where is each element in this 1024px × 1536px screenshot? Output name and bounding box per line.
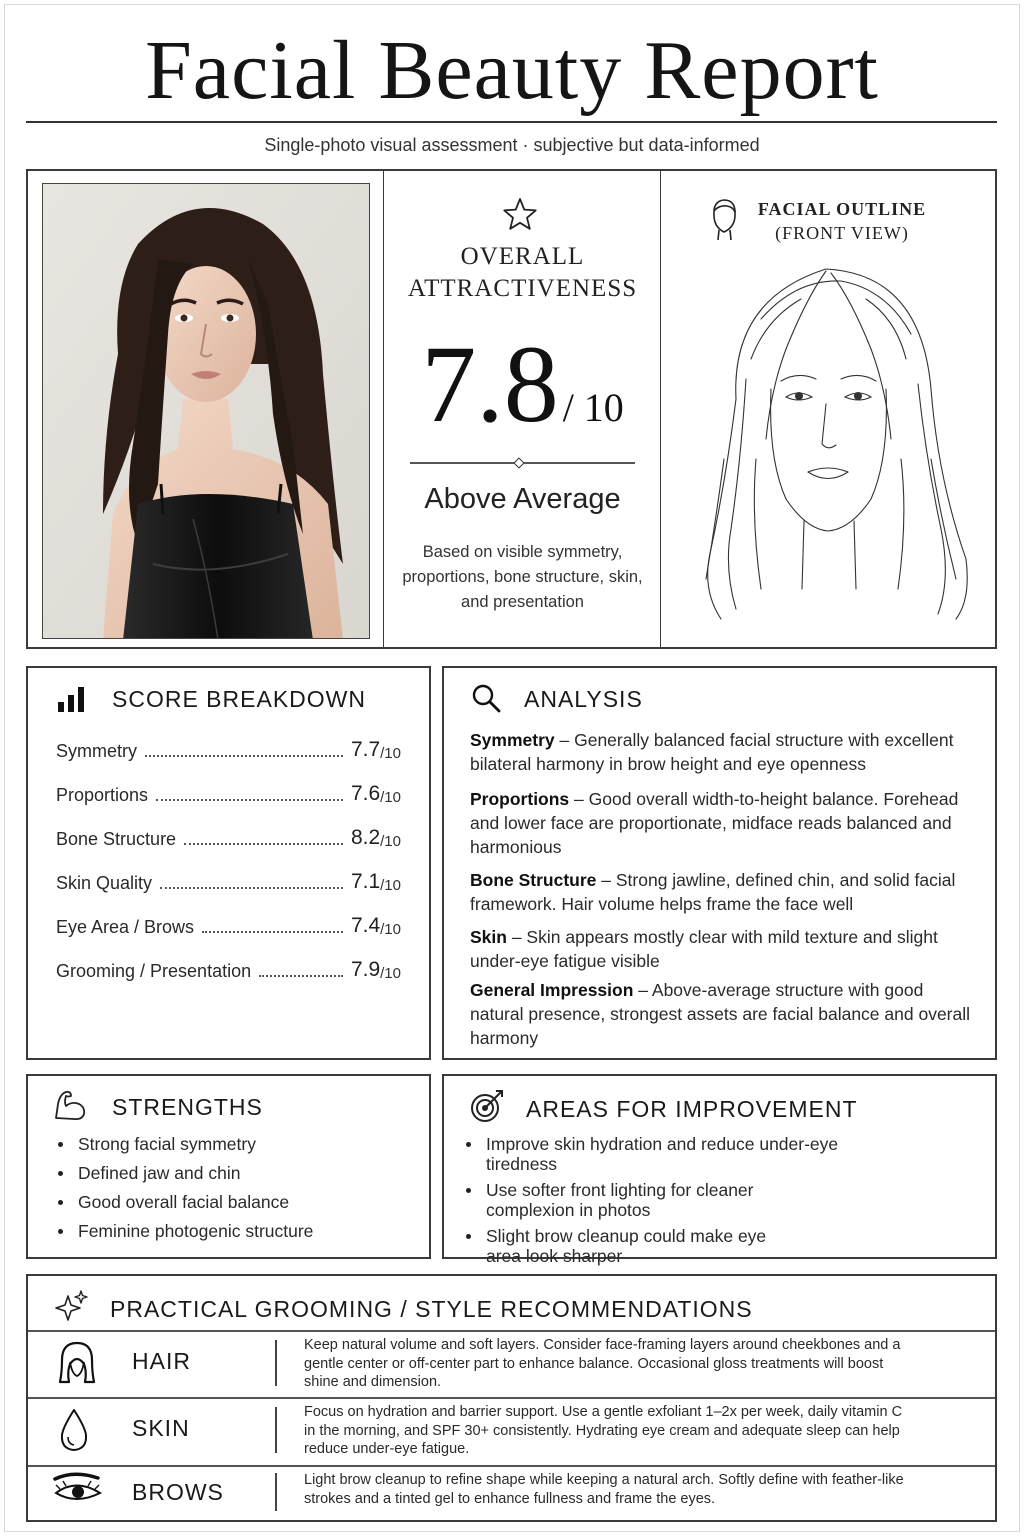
recommendations-card (26, 1274, 997, 1522)
page-title: Facial Beauty Report (145, 24, 879, 117)
score-out-of: /10 (380, 921, 401, 938)
analysis-term: Skin (470, 927, 507, 947)
analysis-item (470, 728, 980, 776)
score-value: 7.4 (350, 914, 381, 937)
score-row (56, 776, 401, 806)
eye-brow-icon (52, 1471, 104, 1512)
overall-note: Based on visible symmetry, proportions, bone structure, skin, and presentation (402, 543, 643, 611)
score-out-of: /10 (380, 833, 401, 850)
strengths-heading: STRENGTHS (112, 1094, 263, 1120)
recommendation-label: SKIN (132, 1415, 190, 1441)
improvements-card (442, 1074, 997, 1266)
strength-item: Strong facial symmetry (54, 1134, 424, 1154)
overview-panel (26, 169, 997, 649)
analysis-text: – Generally balanced facial structure with excellent bilateral harmony in brow height and eye openness (470, 730, 954, 774)
strength-item: Good overall facial balance (54, 1192, 424, 1212)
score-breakdown-card (26, 666, 431, 1060)
score-value: 7.9 (350, 958, 381, 981)
score-value: 8.2 (350, 826, 381, 849)
score-out-of: /10 (380, 965, 401, 982)
score-row (56, 952, 401, 982)
score-row (56, 820, 401, 850)
recommendation-text: Light brow cleanup to refine shape while keeping a natural arch. Softly define with feather-like strokes and a tinted gel to enhance fullness and frame the eyes. (304, 1472, 904, 1507)
score-out-of: /10 (380, 789, 401, 806)
score-value: 7.7 (350, 738, 381, 761)
bar-chart-icon (56, 684, 88, 714)
analysis-text: – Above-average structure with good natural presence, strongest assets are facial balance and overall harmony (470, 980, 971, 1048)
analysis-text: – Good overall width-to-height balance. Forehead and lower face are proportionate, midface reads balanced and harmonious (470, 789, 959, 857)
dot-leader (156, 799, 343, 801)
analysis-text: – Strong jawline, defined chin, and solid facial framework. Hair volume helps frame the face well (470, 870, 956, 914)
analysis-item (470, 787, 980, 859)
improvement-item: Improve skin hydration and reduce under-eye tiredness (462, 1134, 892, 1174)
strengths-list (54, 1134, 424, 1250)
score-value: 7.1 (350, 870, 381, 893)
analysis-text: – Skin appears mostly clear with mild texture and slight under-eye fatigue visible (470, 927, 938, 971)
strength-item: Defined jaw and chin (54, 1163, 424, 1183)
photo-cell (28, 171, 384, 647)
analysis-term: Symmetry (470, 730, 555, 750)
recommendations-heading: PRACTICAL GROOMING / STYLE RECOMMENDATIONS (110, 1296, 753, 1322)
score-row (56, 908, 401, 938)
score-out-of: /10 (380, 745, 401, 762)
overall-title-line2: ATTRACTIVENESS (407, 275, 638, 302)
score-breakdown-heading: SCORE BREAKDOWN (112, 686, 366, 712)
score-label: Grooming / Presentation (56, 961, 252, 981)
magnifier-icon (470, 682, 502, 714)
score-label: Skin Quality (56, 873, 153, 893)
recommendation-row (28, 1330, 995, 1397)
facial-outline-cell (661, 171, 995, 647)
dot-leader (202, 931, 343, 933)
improvements-list (462, 1134, 862, 1272)
vertical-divider (275, 1340, 277, 1386)
score-out-of: /10 (380, 877, 401, 894)
analysis-term: Proportions (470, 789, 570, 809)
star-icon (502, 197, 538, 231)
improvements-heading: AREAS FOR IMPROVEMENT (526, 1096, 858, 1122)
vertical-divider (275, 1473, 277, 1511)
recommendation-label: BROWS (132, 1479, 224, 1505)
analysis-term: General Impression (470, 980, 634, 1000)
analysis-item (470, 868, 980, 916)
sparkles-icon (54, 1288, 90, 1324)
score-label: Bone Structure (56, 829, 177, 849)
recommendation-text: Keep natural volume and soft layers. Consider face-framing layers around cheekbones and a gentle center or off-center part to enhance balance. Occasional gloss treatments will boost shine and dimension. (304, 1337, 901, 1390)
overall-score-out-of: / 10 (562, 385, 624, 430)
score-label: Proportions (56, 785, 149, 805)
portrait-photo (42, 183, 370, 639)
portrait-illustration (43, 184, 370, 639)
overall-title (384, 241, 661, 305)
recommendation-label: HAIR (132, 1348, 191, 1374)
dot-leader (160, 887, 343, 889)
dot-leader (145, 755, 343, 757)
analysis-heading: ANALYSIS (524, 686, 643, 712)
recommendation-row (28, 1465, 995, 1520)
analysis-item (470, 925, 980, 973)
outline-subtitle: (FRONT VIEW) (775, 223, 909, 243)
overall-rating: Above Average (424, 483, 621, 515)
overall-score-value: 7.8 (421, 323, 559, 445)
title-divider (26, 121, 997, 123)
analysis-card (442, 666, 997, 1060)
outline-title: FACIAL OUTLINE (757, 199, 927, 219)
recommendation-row (28, 1397, 995, 1465)
analysis-item (470, 978, 980, 1050)
dot-leader (184, 843, 343, 845)
score-value: 7.6 (350, 782, 381, 805)
droplet-icon (56, 1407, 92, 1458)
improvement-item: Slight brow cleanup could make eye area look sharper (462, 1226, 802, 1266)
strengths-card (26, 1074, 431, 1259)
page-subtitle: Single-photo visual assessment · subjective but data-informed (264, 135, 760, 155)
hair-icon (56, 1340, 98, 1391)
target-icon (468, 1088, 506, 1124)
overall-title-line1: OVERALL (460, 243, 585, 270)
score-label: Eye Area / Brows (56, 917, 195, 937)
strength-item: Feminine photogenic structure (54, 1221, 424, 1241)
flexed-arm-icon (52, 1088, 88, 1122)
score-row (56, 864, 401, 894)
score-row (56, 732, 401, 762)
score-label: Symmetry (56, 741, 137, 761)
face-outline-sketch (676, 259, 981, 629)
diamond-ornament (513, 457, 524, 468)
outline-heading (707, 197, 977, 245)
vertical-divider (275, 1407, 277, 1453)
overall-score (384, 321, 661, 448)
dot-leader (259, 975, 343, 977)
overall-score-cell (384, 171, 661, 647)
recommendation-text: Focus on hydration and barrier support. Use a gentle exfoliant 1–2x per week, daily vitamin C in the morning, and SPF 30+ consistently. Hydrating eye cream and adequate sleep can help reduce under-eye fatigue. (304, 1404, 903, 1457)
improvement-item: Use softer front lighting for cleaner complexion in photos (462, 1180, 802, 1220)
analysis-term: Bone Structure (470, 870, 597, 890)
